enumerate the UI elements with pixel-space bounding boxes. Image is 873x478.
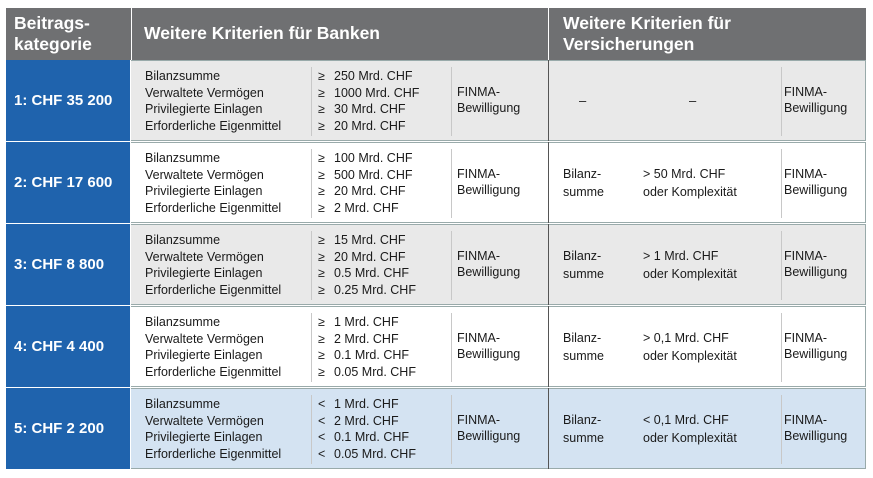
bank-finma-license [457,412,520,444]
category-cell: 5: CHF 2 200 [6,388,130,469]
threshold-amount: 20 Mrd. CHF [334,184,406,198]
finma-line: FINMA- [784,167,828,181]
comparison-operator: ≥ [318,364,325,379]
insurer-threshold-line: oder Komplexität [643,349,737,363]
threshold-values [318,68,419,134]
bank-finma-license [457,166,520,198]
bank-criteria-cell [131,224,548,305]
criteria-label: Bilanzsumme [145,315,221,329]
threshold-value [318,232,416,249]
threshold-value [318,183,413,200]
insurer-finma-license [784,84,847,116]
insurer-criteria-cell [549,224,866,305]
criteria-labels [145,314,281,380]
header-banks: Weitere Kriterien für Banken [132,8,548,60]
criteria-label: Erforderliche Eigenmittel [145,118,282,133]
finma-line: FINMA- [457,85,501,99]
criteria-label: Bilanzsumme [145,397,221,411]
insurer-criterion-line: summe [563,267,604,281]
criteria-label: Erforderliche Eigenmittel [145,200,282,215]
insurer-criterion-line: Bilanz- [563,413,602,427]
criteria-label: Verwaltete Vermögen [145,331,264,346]
insurer-threshold-line: > 0,1 Mrd. CHF [643,331,729,345]
header-insurers-line: Versicherungen [563,34,695,54]
threshold-amount: 2 Mrd. CHF [334,200,399,215]
insurer-threshold [643,247,737,283]
threshold-value [318,249,416,266]
insurer-threshold-line: oder Komplexität [643,431,737,445]
table-row [6,388,866,469]
insurer-criterion-line: – [579,93,587,108]
insurer-criterion-line: Bilanz- [563,331,602,345]
comparison-operator: ≥ [318,200,325,215]
comparison-operator: < [318,446,326,461]
threshold-value [318,85,419,102]
insurer-threshold-line: oder Komplexität [643,267,737,281]
insurer-criterion [563,411,604,447]
criteria-label: Bilanzsumme [145,233,221,247]
insurer-threshold [689,93,696,108]
finma-line: FINMA- [784,249,828,263]
insurer-threshold-line: oder Komplexität [643,185,737,199]
threshold-amount: 1000 Mrd. CHF [334,85,420,100]
insurer-threshold [643,165,737,201]
comparison-operator: ≥ [318,315,325,329]
insurer-criterion [579,93,586,108]
bank-finma-license [457,330,520,362]
bank-criteria-cell [131,388,548,469]
insurer-criteria-cell [549,306,866,387]
threshold-amount: 0.25 Mrd. CHF [334,282,416,297]
table-row [6,142,866,223]
finma-line: Bewilligung [457,265,521,279]
threshold-amount: 0.05 Mrd. CHF [334,446,416,461]
comparison-operator: ≥ [318,85,325,100]
finma-line: FINMA- [457,167,501,181]
finma-line: Bewilligung [457,429,521,443]
column-divider [451,67,452,136]
finma-line: FINMA- [457,413,501,427]
comparison-operator: ≥ [318,102,325,116]
threshold-amount: 2 Mrd. CHF [334,413,399,428]
insurer-criteria-cell [549,60,866,141]
threshold-value [318,364,416,381]
insurer-criterion-line: summe [563,431,604,445]
insurer-threshold-line: < 0,1 Mrd. CHF [643,413,729,427]
column-divider [781,67,782,136]
threshold-value [318,68,419,85]
comparison-operator: ≥ [318,348,325,362]
criteria-label: Privilegierte Einlagen [145,430,263,444]
finma-line: Bewilligung [784,347,848,361]
finma-line: FINMA- [457,249,501,263]
criteria-label: Verwaltete Vermögen [145,85,264,100]
insurer-criterion-line: summe [563,185,604,199]
comparison-operator: ≥ [318,167,325,182]
insurer-criteria-cell [549,142,866,223]
comparison-operator: ≥ [318,69,325,83]
finma-line: Bewilligung [457,101,521,115]
comparison-operator: ≥ [318,331,325,346]
column-divider [781,313,782,382]
bank-criteria-cell [131,306,548,387]
criteria-labels [145,68,281,134]
criteria-labels [145,232,281,298]
threshold-amount: 30 Mrd. CHF [334,102,406,116]
threshold-amount: 1 Mrd. CHF [334,397,399,411]
comparison-operator: ≥ [318,151,325,165]
criteria-label: Privilegierte Einlagen [145,184,263,198]
insurer-finma-license [784,330,847,362]
insurer-threshold-line: > 1 Mrd. CHF [643,249,719,263]
threshold-amount: 20 Mrd. CHF [334,249,406,264]
threshold-amount: 2 Mrd. CHF [334,331,399,346]
threshold-value [318,331,416,348]
insurer-criterion-line: Bilanz- [563,167,602,181]
comparison-operator: < [318,430,326,444]
finma-line: FINMA- [784,85,828,99]
header-insurers-line: Weitere Kriterien für [563,13,731,33]
threshold-value [318,118,419,135]
comparison-operator: < [318,413,326,428]
criteria-label: Verwaltete Vermögen [145,413,264,428]
criteria-label: Verwaltete Vermögen [145,249,264,264]
threshold-value [318,282,416,299]
finma-line: FINMA- [457,331,501,345]
threshold-value [318,429,416,446]
bank-finma-license [457,84,520,116]
column-divider [451,313,452,382]
criteria-label: Erforderliche Eigenmittel [145,282,282,297]
threshold-amount: 1 Mrd. CHF [334,315,399,329]
criteria-label: Privilegierte Einlagen [145,102,263,116]
criteria-label: Bilanzsumme [145,151,221,165]
threshold-values [318,150,413,216]
criteria-label: Privilegierte Einlagen [145,266,263,280]
finma-line: Bewilligung [784,265,848,279]
insurer-criteria-cell [549,388,866,469]
insurer-criterion [563,247,604,283]
threshold-amount: 20 Mrd. CHF [334,118,406,133]
table-row [6,306,866,387]
finma-line: Bewilligung [457,347,521,361]
criteria-label: Verwaltete Vermögen [145,167,264,182]
threshold-value [318,101,419,118]
table-row [6,224,866,305]
insurer-finma-license [784,248,847,280]
finma-line: FINMA- [784,413,828,427]
criteria-label: Bilanzsumme [145,69,221,83]
insurer-criterion [563,165,604,201]
threshold-amount: 100 Mrd. CHF [334,151,413,165]
threshold-value [318,150,413,167]
header-category-line: Beitrags- [14,13,90,33]
column-divider [781,149,782,218]
finma-line: Bewilligung [784,429,848,443]
column-divider [311,313,312,382]
comparison-operator: ≥ [318,184,325,198]
threshold-amount: 0.1 Mrd. CHF [334,348,410,362]
insurer-criterion-line: summe [563,349,604,363]
column-divider [781,231,782,300]
threshold-values [318,314,416,380]
insurer-threshold-line: > 50 Mrd. CHF [643,167,726,181]
threshold-value [318,200,413,217]
threshold-value [318,167,413,184]
table-row [6,60,866,141]
criteria-label: Erforderliche Eigenmittel [145,364,282,379]
column-divider [451,149,452,218]
threshold-value [318,265,416,282]
threshold-amount: 500 Mrd. CHF [334,167,413,182]
finma-line: Bewilligung [784,101,848,115]
finma-line: Bewilligung [457,183,521,197]
criteria-labels [145,150,281,216]
column-divider [311,149,312,218]
threshold-values [318,396,416,462]
comparison-operator: ≥ [318,233,325,247]
column-divider [311,231,312,300]
threshold-value [318,396,416,413]
criteria-label: Privilegierte Einlagen [145,348,263,362]
category-cell: 4: CHF 4 400 [6,306,130,387]
header-category-line: kategorie [14,34,92,54]
comparison-operator: ≥ [318,282,325,297]
criteria-labels [145,396,281,462]
finma-line: Bewilligung [784,183,848,197]
insurer-threshold [643,329,737,365]
insurer-criterion-line: Bilanz- [563,249,602,263]
threshold-amount: 250 Mrd. CHF [334,69,413,83]
threshold-amount: 0.1 Mrd. CHF [334,430,410,444]
comparison-operator: ≥ [318,249,325,264]
finma-line: FINMA- [784,331,828,345]
comparison-operator: ≥ [318,118,325,133]
insurer-criterion [563,329,604,365]
bank-criteria-cell [131,142,548,223]
column-divider [781,395,782,464]
column-divider [311,395,312,464]
bank-criteria-cell [131,60,548,141]
column-divider [451,395,452,464]
category-cell: 1: CHF 35 200 [6,60,130,141]
threshold-amount: 0.5 Mrd. CHF [334,266,410,280]
threshold-value [318,413,416,430]
comparison-operator: < [318,397,326,411]
insurer-finma-license [784,166,847,198]
insurer-threshold [643,411,737,447]
threshold-amount: 0.05 Mrd. CHF [334,364,416,379]
criteria-label: Erforderliche Eigenmittel [145,446,282,461]
comparison-operator: ≥ [318,266,325,280]
header-category [6,8,131,60]
category-cell: 2: CHF 17 600 [6,142,130,223]
category-cell: 3: CHF 8 800 [6,224,130,305]
threshold-value [318,446,416,463]
threshold-amount: 15 Mrd. CHF [334,233,406,247]
header-insurers [549,8,866,60]
column-divider [311,67,312,136]
bank-finma-license [457,248,520,280]
threshold-value [318,347,416,364]
threshold-value [318,314,416,331]
insurer-finma-license [784,412,847,444]
fee-category-table [6,8,866,468]
threshold-values [318,232,416,298]
insurer-threshold-line: – [689,93,697,108]
column-divider [451,231,452,300]
